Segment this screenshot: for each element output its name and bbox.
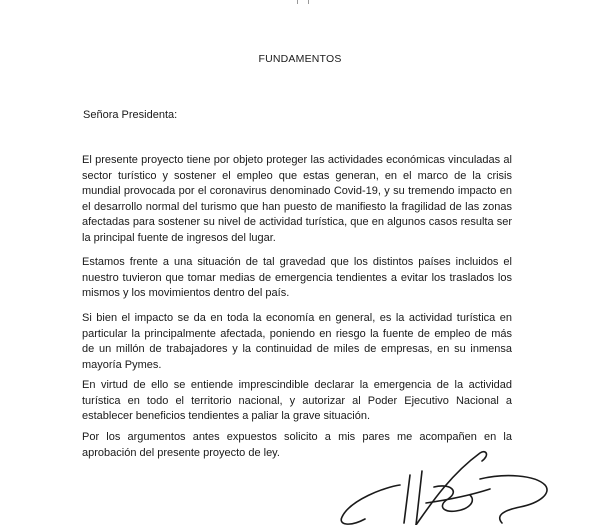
paragraph-objective: El presente proyecto tiene por objeto proteger las actividades económicas vinculadas al sector turístico y sostener el empleo que estas generan, en el marco de la crisis mundial provocada por el coronavirus denominado Covid-19, y su tremendo impacto en el desarrollo normal del turismo que han puesto de manifiesto la fragilidad de las zonas afectadas para sostener su nivel de actividad turística, que en algunos casos resulta ser la principal fuente de ingresos del lugar. [82, 154, 512, 244]
document-title: FUNDAMENTOS [258, 53, 342, 65]
salutation: Señora Presidenta: [83, 109, 178, 121]
handwritten-signature [330, 445, 560, 525]
paragraph-economic-impact: Si bien el impacto se da en toda la economía en general, es la actividad turística en particular la principalmente afectada, poniendo en riesgo la fuente de empleo de más de un millón de trabajadores y la continuidad de miles de empresas, en su inmensa mayoría Pymes. [82, 312, 512, 371]
paragraph-closing-request: Por los argumentos antes expuestos solicito a mis pares me acompañen en la aprobación del presente proyecto de ley. [82, 431, 512, 459]
paragraph-emergency-measures: Estamos frente a una situación de tal gravedad que los distintos países incluidos el nuestro tuvieron que tomar medias de emergencia tendientes a evitar los traslados los mismos y los movimientos dentro del país. [82, 256, 512, 300]
paragraph-declaration: En virtud de ello se entiende imprescindible declarar la emergencia de la actividad turística en todo el territorio nacional, y autorizar al Poder Ejecutivo Nacional a establecer beneficios tendientes a paliar la grave situación. [82, 379, 512, 423]
page-edge-mark [297, 0, 309, 4]
